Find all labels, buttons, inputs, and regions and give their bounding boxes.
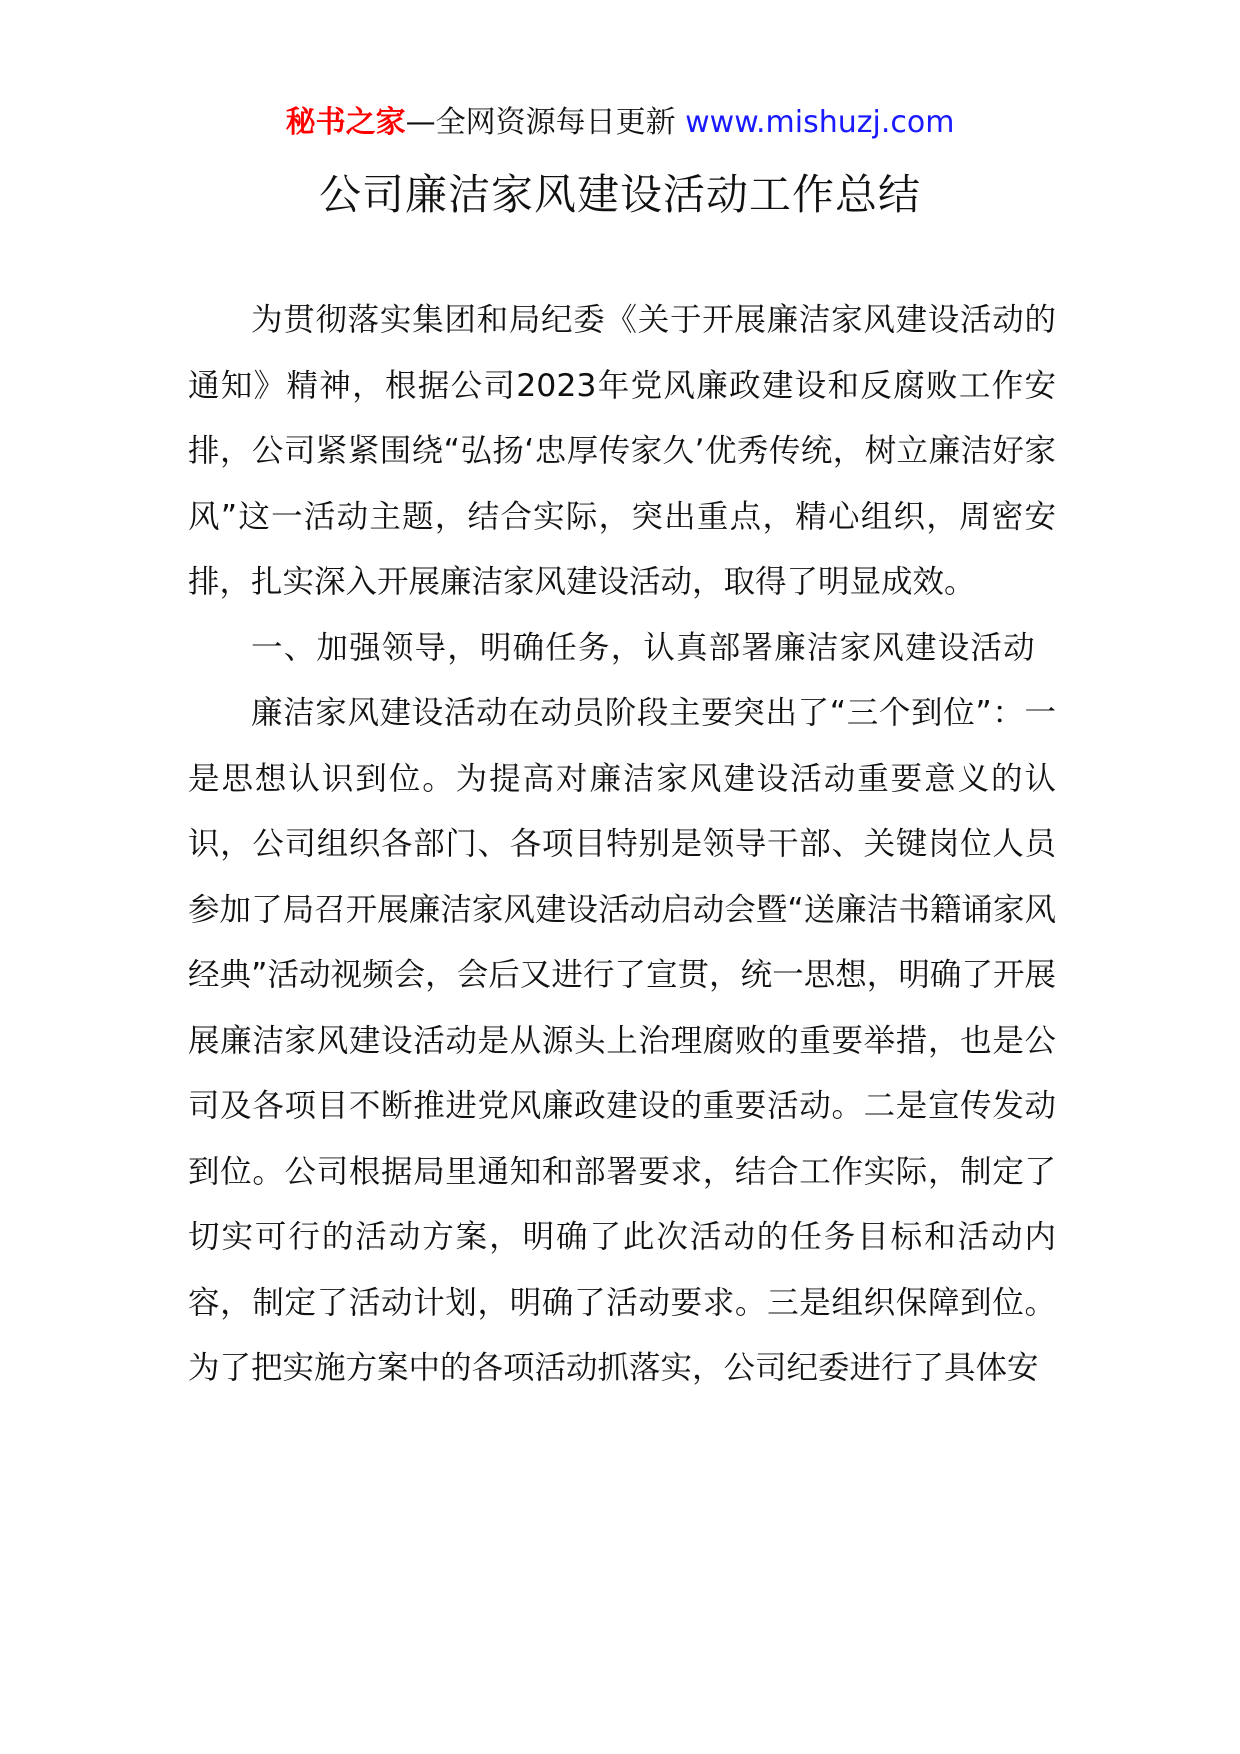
header-slogan: —全网资源每日更新: [405, 105, 686, 140]
website-link[interactable]: www.mishuzj.com: [685, 105, 955, 140]
brand-name: 秘书之家: [285, 105, 406, 140]
section-heading: 一、加强领导，明确任务，认真部署廉洁家风建设活动: [251, 629, 1036, 666]
body-paragraph: 廉洁家风建设活动在动员阶段主要突出了“三个到位”：一是思想认识到位。为提高对廉洁家风建设活动重要意义的认识，公司组织各部门、各项目特别是领导干部、关键岗位人员参加了局召开展廉洁家风建设活动启动会暨“送廉洁书籍诵家风经典”活动视频会，会后又进行了宣贯，统一思想，明确了开展展廉洁家风建设活动是从源头上治理腐败的重要举措，也是公司及各项目不断推进党风廉政建设的重要活动。二是宣传发动到位。公司根据局里通知和部署要求，结合工作实际，制定了切实可行的活动方案，明确了此次活动的任务目标和活动内容，制定了活动计划，明确了活动要求。三是组织保障到位。为了把实施方案中的各项活动抓落实，公司纪委进行了具体安: [188, 695, 1056, 1386]
intro-paragraph: 为贯彻落实集团和局纪委《关于开展廉洁家风建设活动的通知》精神，根据公司2023年党风廉政建设和反腐败工作安排，公司紧紧围绕“弘扬‘忠厚传家久’优秀传统，树立廉洁好家风”这一活动主题，结合实际，突出重点，精心组织，周密安排，扎实深入开展廉洁家风建设活动，取得了明显成效。: [188, 302, 1056, 600]
document-title: 公司廉洁家风建设活动工作总结: [318, 170, 921, 219]
document-body: [188, 288, 1056, 1402]
source-header: [0, 100, 1240, 146]
